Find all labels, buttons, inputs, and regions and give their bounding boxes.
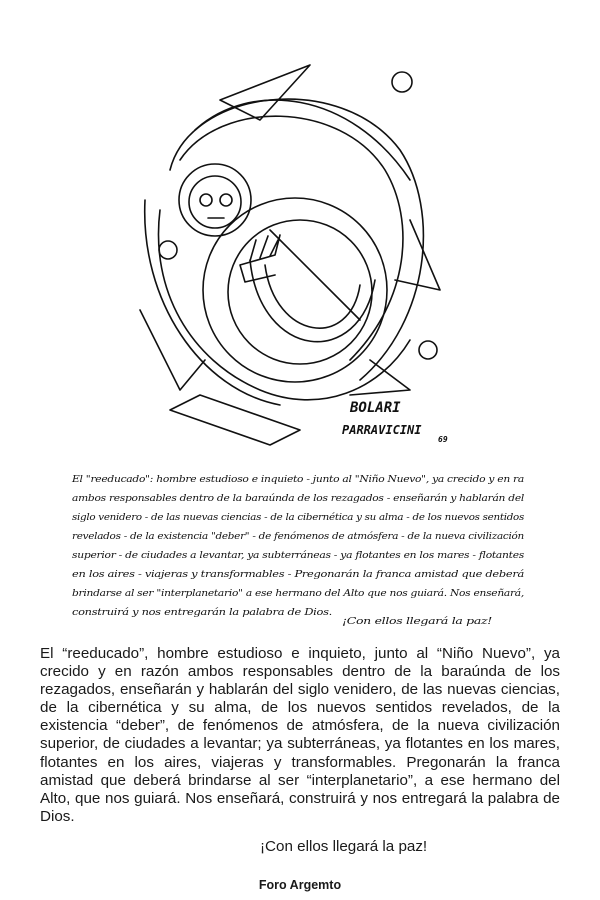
transcription-paragraph: El “reeducado”, hombre estudioso e inquieto, junto al “Niño Nuevo”, ya crecido y en razón ambos responsables dentro de la baraúnda de los rezagados, enseñarán y hablarán del siglo venidero, de las nuevas ciencias, de la cibernética y su alma, de los nuevos sentidos revelados, de la existencia “deber”, de fenómenos de atmósfera, de la nueva civilización superior, de ciudades a levantar; ya subterráneas, ya flotantes en los mares, flotantes en los aires, viajeras y transformables. Pregonarán la franca amistad que deberá brindarse al ser “interplanetario”, a ese hermano del Alto, que nos guiará. Nos enseñará, construirá y nos entregará la palabra de Dios. [40, 645, 560, 825]
body-orb-crescent-2 [265, 265, 360, 328]
transcription-closing: ¡Con ellos llegará la paz! [260, 838, 428, 855]
parravicini-drawing [110, 60, 450, 460]
figure-head-inner [189, 176, 241, 228]
outer-swirl-2 [180, 116, 403, 360]
shard-top [220, 65, 310, 120]
artist-signature [342, 400, 448, 444]
signature-line1: BOLARI [350, 400, 401, 416]
handwritten-line-6: en los aires - viajeras y transformables - Pregonarán la franca amistad que deberá [72, 569, 525, 580]
figure-eye-left [200, 194, 212, 206]
handwritten-line-7: brindarse al ser "interplanetario" a ese hermano del Alto que nos guiará. Nos enseñará, [72, 588, 525, 599]
figure-hand [240, 235, 280, 282]
handwritten-line-2: ambos responsables dentro de la baraúnda de los rezagados - enseñarán y hablarán del [72, 493, 525, 504]
handwritten-line-1: El "reeducado": hombre estudioso e inquieto - junto al "Niño Nuevo", ya crecido y en ra [70, 474, 525, 485]
base-slab [170, 395, 300, 445]
outer-swirl-5 [195, 100, 410, 180]
signature-line2: PARRAVICINI [342, 423, 422, 437]
source-credit: Foro Argemto [258, 878, 342, 892]
handwritten-line-4: revelados - de la existencia "deber" - de fenómenos de atmósfera - de la nueva civilización [72, 531, 525, 542]
small-circle-left [159, 241, 177, 259]
handwritten-closing: ¡Con ellos llegará la paz! [342, 616, 493, 627]
handwritten-note [70, 468, 530, 638]
body-orb-inner [228, 220, 372, 364]
handwritten-line-8: construirá y nos entregarán la palabra de Dios. [72, 607, 333, 618]
shard-bottom-right [350, 360, 410, 395]
figure-eye-right [220, 194, 232, 206]
small-circle-top-right [392, 72, 412, 92]
small-circle-right [419, 341, 437, 359]
handwritten-line-5: superior - de ciudades a levantar, ya subterráneas - ya flotantes en los mares - flotantes [72, 550, 525, 561]
diagonal-line [270, 230, 360, 320]
signature-year: 69 [438, 435, 448, 444]
handwritten-line-3: siglo venidero - de las nuevas ciencias - de la cibernética y su alma - de los nuevos sentidos [72, 512, 525, 523]
